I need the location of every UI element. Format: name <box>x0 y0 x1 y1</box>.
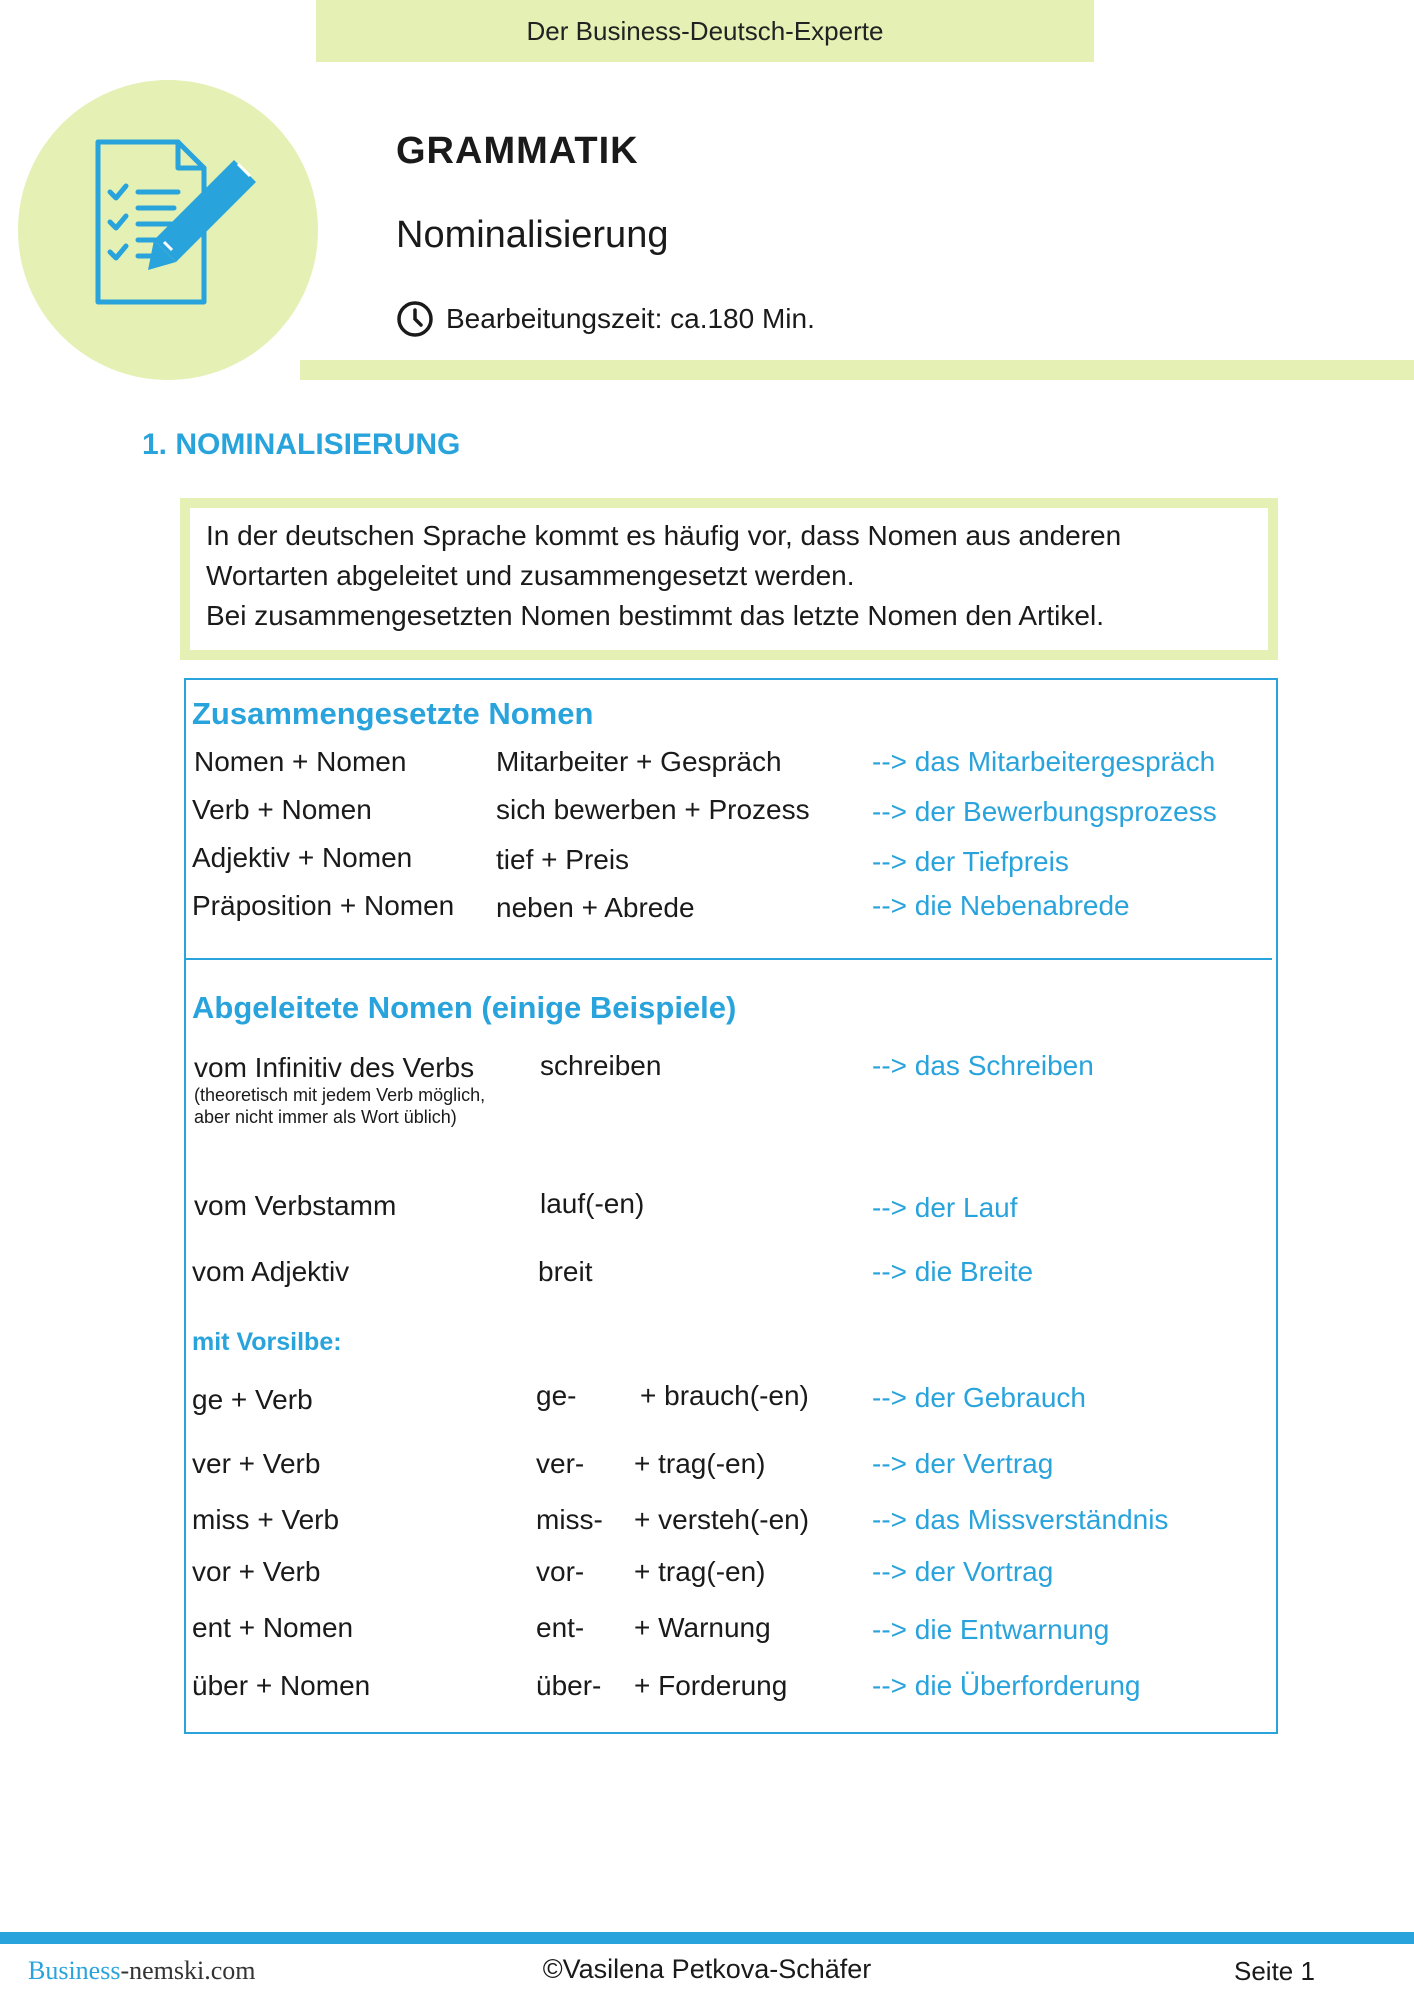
intro-line: Wortarten abgeleitet und zusammengesetzt werden. <box>206 560 855 591</box>
compound-rule: Präposition + Nomen <box>192 890 455 921</box>
compound-example: sich bewerben + Prozess <box>496 794 810 825</box>
compound-rule: Nomen + Nomen <box>194 746 407 777</box>
compound-result: --> der Bewerbungsprozess <box>872 796 1217 827</box>
intro-line: In der deutschen Sprache kommt es häufig vor, dass Nomen aus anderen <box>206 520 1122 551</box>
derived-rule: vom Infinitiv des Verbs <box>194 1052 475 1083</box>
compound-result: --> das Mitarbeitergespräch <box>872 746 1216 777</box>
prefix-syllable: ent- <box>536 1612 585 1643</box>
prefix-syllable: ge- <box>536 1380 577 1411</box>
compound-rule: Adjektiv + Nomen <box>192 842 413 873</box>
prefix-stem: + trag(-en) <box>634 1556 766 1587</box>
compound-example: Mitarbeiter + Gespräch <box>496 746 782 777</box>
compound-result: --> der Tiefpreis <box>872 846 1069 877</box>
section-title: 1. NOMINALISIERUNG <box>142 428 461 461</box>
intro-box <box>180 498 1278 660</box>
page-subtitle: Nominalisierung <box>396 214 669 256</box>
prefix-syllable: über- <box>536 1670 602 1701</box>
category-title: GRAMMATIK <box>396 130 639 172</box>
footer-brand-part: Business <box>28 1956 121 1985</box>
derived-result: --> der Lauf <box>872 1192 1018 1223</box>
prefix-stem: + Warnung <box>634 1612 771 1643</box>
processing-time: Bearbeitungszeit: ca.180 Min. <box>446 303 815 334</box>
prefix-rule: über + Nomen <box>192 1670 371 1701</box>
compound-rule: Verb + Nomen <box>192 794 372 825</box>
footer-brand-part: -nemski.com <box>120 1956 256 1985</box>
clock-icon <box>396 300 434 338</box>
prefix-stem: + trag(-en) <box>634 1448 766 1479</box>
prefix-rule: ver + Verb <box>192 1448 321 1479</box>
derived-note: (theoretisch mit jedem Verb möglich, <box>194 1085 486 1105</box>
prefix-rule: ge + Verb <box>192 1384 313 1415</box>
footer-copyright: ©Vasilena Petkova-Schäfer <box>542 1954 872 1984</box>
derived-result: --> das Schreiben <box>872 1050 1094 1081</box>
derived-example: schreiben <box>540 1050 662 1081</box>
derived-note: aber nicht immer als Wort üblich) <box>194 1107 457 1127</box>
prefix-stem: + versteh(-en) <box>634 1504 810 1535</box>
derived-example: lauf(-en) <box>540 1188 645 1219</box>
prefix-result: --> der Gebrauch <box>872 1382 1086 1413</box>
compound-result: --> die Nebenabrede <box>872 890 1130 921</box>
checklist-pencil-icon <box>92 138 264 310</box>
section-divider <box>186 958 1272 960</box>
derived-result: --> die Breite <box>872 1256 1034 1287</box>
prefix-syllable: ver- <box>536 1448 585 1479</box>
derived-rule: vom Adjektiv <box>192 1256 350 1287</box>
intro-line: Bei zusammengesetzten Nomen bestimmt das letzte Nomen den Artikel. <box>206 600 1104 631</box>
prefix-rule: miss + Verb <box>192 1504 340 1535</box>
header-band <box>300 360 1414 380</box>
page-number: Seite 1 <box>1234 1956 1315 1986</box>
derived-rule: vom Verbstamm <box>194 1190 397 1221</box>
derived-heading: Abgeleitete Nomen (einige Beispiele) <box>192 990 737 1025</box>
prefix-result: --> das Missverständnis <box>872 1504 1169 1535</box>
prefix-stem: + Forderung <box>634 1670 788 1701</box>
prefix-syllable: vor- <box>536 1556 585 1587</box>
compound-example: tief + Preis <box>496 844 630 875</box>
derived-example: breit <box>538 1256 593 1287</box>
prefix-result: --> der Vortrag <box>872 1556 1054 1587</box>
prefix-rule: ent + Nomen <box>192 1612 354 1643</box>
prefix-result: --> die Entwarnung <box>872 1614 1110 1645</box>
prefix-stem: + brauch(-en) <box>640 1380 809 1411</box>
brand-bar: Der Business-Deutsch-Experte <box>316 0 1094 62</box>
compound-heading: Zusammengesetzte Nomen <box>192 696 594 731</box>
prefix-syllable: miss- <box>536 1504 603 1535</box>
footer-line <box>0 1932 1414 1944</box>
prefix-result: --> die Überforderung <box>872 1670 1141 1701</box>
prefix-rule: vor + Verb <box>192 1556 321 1587</box>
prefix-heading: mit Vorsilbe: <box>192 1328 342 1356</box>
prefix-result: --> der Vertrag <box>872 1448 1054 1479</box>
compound-example: neben + Abrede <box>496 892 695 923</box>
